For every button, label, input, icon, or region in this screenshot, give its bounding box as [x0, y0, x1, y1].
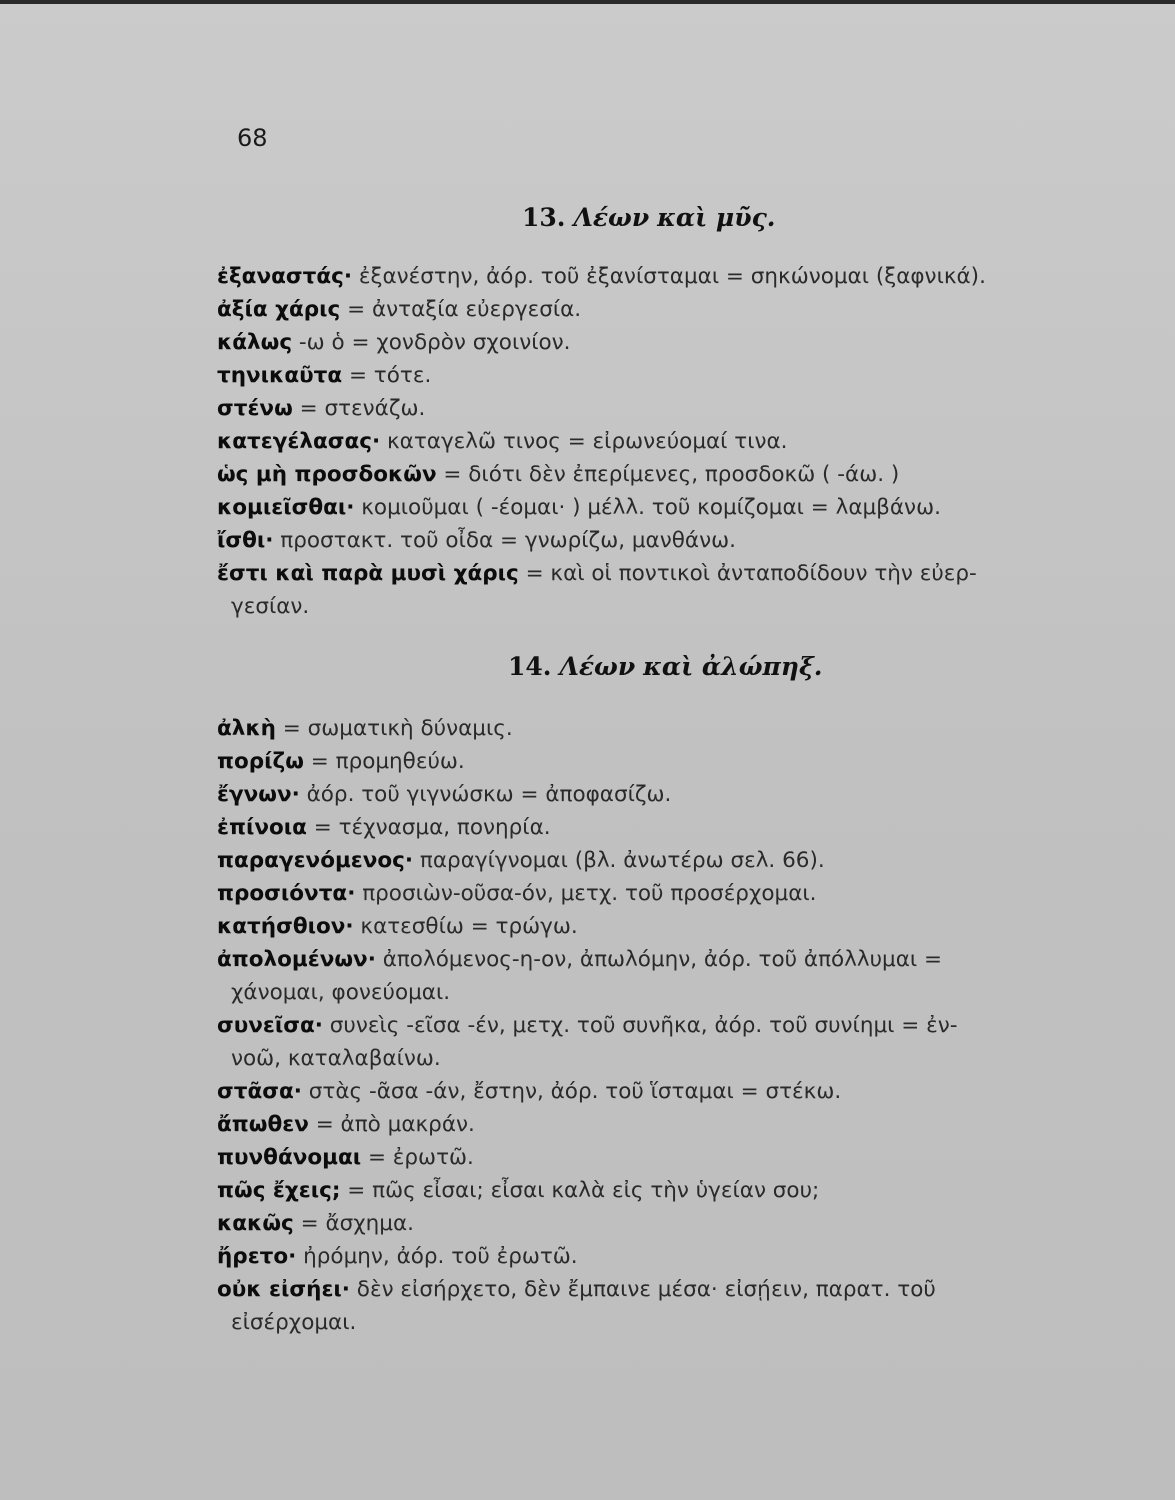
- section-14-title: [508, 652, 823, 681]
- gloss-entry: [217, 1174, 1137, 1207]
- gloss-lemma: ἔγνων·: [217, 782, 300, 807]
- gloss-entry: [217, 1075, 1137, 1108]
- gloss-lemma: παραγενόμενος·: [217, 848, 414, 873]
- gloss-definition: παραγίγνομαι (βλ. ἀνωτέρω σελ. 66).: [413, 848, 825, 873]
- gloss-entry: [217, 392, 1137, 425]
- gloss-entry: [217, 1240, 1137, 1273]
- gloss-entry: [217, 293, 1137, 326]
- page-number: 68: [237, 124, 268, 152]
- gloss-lemma: πυνθάνομαι: [217, 1145, 362, 1170]
- gloss-lemma: στένω: [217, 396, 293, 421]
- gloss-lemma: κατεγέλασας·: [217, 429, 381, 454]
- section-14-glossary: [217, 712, 1137, 1339]
- gloss-lemma: οὐκ εἰσήει·: [217, 1277, 350, 1302]
- gloss-lemma: ἀλκὴ: [217, 716, 276, 741]
- gloss-lemma: ἐπίνοια: [217, 815, 307, 840]
- section-14-number: 14.: [508, 652, 552, 681]
- gloss-lemma: κακῶς: [217, 1211, 294, 1236]
- gloss-lemma: κατήσθιον·: [217, 914, 354, 939]
- gloss-definition: ἠρόμην, ἀόρ. τοῦ ἐρωτῶ.: [296, 1244, 578, 1269]
- gloss-definition: = τέχνασμα, πονηρία.: [306, 815, 551, 840]
- section-13-number: 13.: [522, 203, 566, 232]
- gloss-lemma: προσιόντα·: [217, 881, 356, 906]
- gloss-continuation-text: νοῶ, καταλαβαίνω.: [231, 1046, 441, 1071]
- gloss-entry: [217, 844, 1137, 877]
- gloss-lemma: πορίζω: [217, 749, 304, 774]
- gloss-entry: [217, 910, 1137, 943]
- gloss-definition: κομιοῦμαι ( -έομαι· ) μέλλ. τοῦ κομίζομαι = λαμβάνω.: [354, 495, 941, 520]
- scan-edge: [0, 0, 1175, 4]
- gloss-entry: [217, 1273, 1137, 1306]
- gloss-lemma: ἔστι καὶ παρὰ μυσὶ χάρις: [217, 561, 519, 586]
- gloss-lemma: ἐξαναστάς·: [217, 264, 353, 289]
- gloss-entry: [217, 1009, 1137, 1042]
- gloss-definition: προστακτ. τοῦ οἶδα = γνωρίζω, μανθάνω.: [273, 528, 736, 553]
- gloss-definition: προσιὼν-οῦσα-όν, μετχ. τοῦ προσέρχομαι.: [355, 881, 817, 906]
- gloss-continuation-text: εἰσέρχομαι.: [231, 1310, 357, 1335]
- gloss-definition: = τότε.: [342, 363, 432, 388]
- gloss-entry: [217, 1108, 1137, 1141]
- gloss-continuation: [217, 976, 1137, 1009]
- section-13-title-b: καὶ μῦς.: [657, 203, 776, 232]
- gloss-definition: ἐξανέστην, ἀόρ. τοῦ ἐξανίσταμαι = σηκώνομαι (ξαφνικά).: [352, 264, 986, 289]
- gloss-lemma: συνεῖσα·: [217, 1013, 323, 1038]
- gloss-entry: [217, 458, 1137, 491]
- gloss-definition: = πῶς εἶσαι; εἶσαι καλὰ εἰς τὴν ὑγείαν σου;: [340, 1178, 820, 1203]
- gloss-definition: -ω ὁ = χονδρὸν σχοινίον.: [292, 330, 571, 355]
- gloss-lemma: πῶς ἔχεις;: [217, 1178, 341, 1203]
- gloss-entry: [217, 524, 1137, 557]
- section-13-glossary: [217, 260, 1137, 623]
- gloss-definition: κατεσθίω = τρώγω.: [353, 914, 578, 939]
- gloss-definition: = διότι δὲν ἐπερίμενες, προσδοκῶ ( -άω. ): [436, 462, 900, 487]
- section-14-title-a: Λέων: [559, 652, 636, 681]
- gloss-definition: στὰς -ᾶσα -άν, ἔστην, ἀόρ. τοῦ ἵσταμαι = στέκω.: [301, 1079, 842, 1104]
- gloss-entry: [217, 745, 1137, 778]
- gloss-definition: = στενάζω.: [292, 396, 426, 421]
- gloss-definition: = ἀνταξία εὐεργεσία.: [340, 297, 582, 322]
- gloss-entry: [217, 877, 1137, 910]
- section-13-title-a: Λέων: [573, 203, 650, 232]
- gloss-definition: = ἄσχημα.: [293, 1211, 414, 1236]
- gloss-entry: [217, 778, 1137, 811]
- gloss-lemma: τηνικαῦτα: [217, 363, 343, 388]
- gloss-continuation-text: γεσίαν.: [231, 594, 310, 619]
- gloss-definition: δὲν εἰσήρχετο, δὲν ἔμπαινε μέσα· εἰσῄειν, παρατ. τοῦ: [349, 1277, 936, 1302]
- gloss-lemma: ἴσθι·: [217, 528, 274, 553]
- gloss-continuation-text: χάνομαι, φονεύομαι.: [231, 980, 451, 1005]
- gloss-definition: συνεὶς -εῖσα -έν, μετχ. τοῦ συνῆκα, ἀόρ. τοῦ συνίημι = ἐν-: [322, 1013, 958, 1038]
- gloss-entry: [217, 359, 1137, 392]
- gloss-entry: [217, 425, 1137, 458]
- gloss-entry: [217, 943, 1137, 976]
- gloss-entry: [217, 326, 1137, 359]
- gloss-entry: [217, 712, 1137, 745]
- gloss-definition: = ἐρωτῶ.: [361, 1145, 474, 1170]
- gloss-continuation: [217, 1306, 1137, 1339]
- gloss-definition: = ἀπὸ μακράν.: [308, 1112, 475, 1137]
- gloss-lemma: στᾶσα·: [217, 1079, 302, 1104]
- gloss-definition: ἀόρ. τοῦ γιγνώσκω = ἀποφασίζω.: [299, 782, 672, 807]
- gloss-continuation: [217, 1042, 1137, 1075]
- gloss-entry: [217, 1141, 1137, 1174]
- gloss-definition: καταγελῶ τινος = εἰρωνεύομαί τινα.: [380, 429, 788, 454]
- gloss-definition: = καὶ οἱ ποντικοὶ ἀνταποδίδουν τὴν εὐερ-: [518, 561, 977, 586]
- gloss-lemma: ὡς μὴ προσδοκῶν: [217, 462, 437, 487]
- section-14-title-b: καὶ ἀλώπηξ.: [643, 652, 823, 681]
- gloss-lemma: ἀπολομένων·: [217, 947, 376, 972]
- gloss-entry: [217, 260, 1137, 293]
- gloss-entry: [217, 491, 1137, 524]
- gloss-entry: [217, 1207, 1137, 1240]
- gloss-lemma: ἄπωθεν: [217, 1112, 309, 1137]
- gloss-entry: [217, 557, 1137, 590]
- gloss-definition: ἀπολόμενος-η-ον, ἀπωλόμην, ἀόρ. τοῦ ἀπόλλυμαι =: [375, 947, 943, 972]
- section-13-title: [522, 203, 776, 232]
- gloss-lemma: κάλως: [217, 330, 293, 355]
- gloss-definition: = προμηθεύω.: [303, 749, 465, 774]
- gloss-continuation: [217, 590, 1137, 623]
- gloss-entry: [217, 811, 1137, 844]
- gloss-lemma: ἤρετο·: [217, 1244, 297, 1269]
- gloss-lemma: ἀξία χάρις: [217, 297, 341, 322]
- gloss-lemma: κομιεῖσθαι·: [217, 495, 355, 520]
- gloss-definition: = σωματικὴ δύναμις.: [275, 716, 513, 741]
